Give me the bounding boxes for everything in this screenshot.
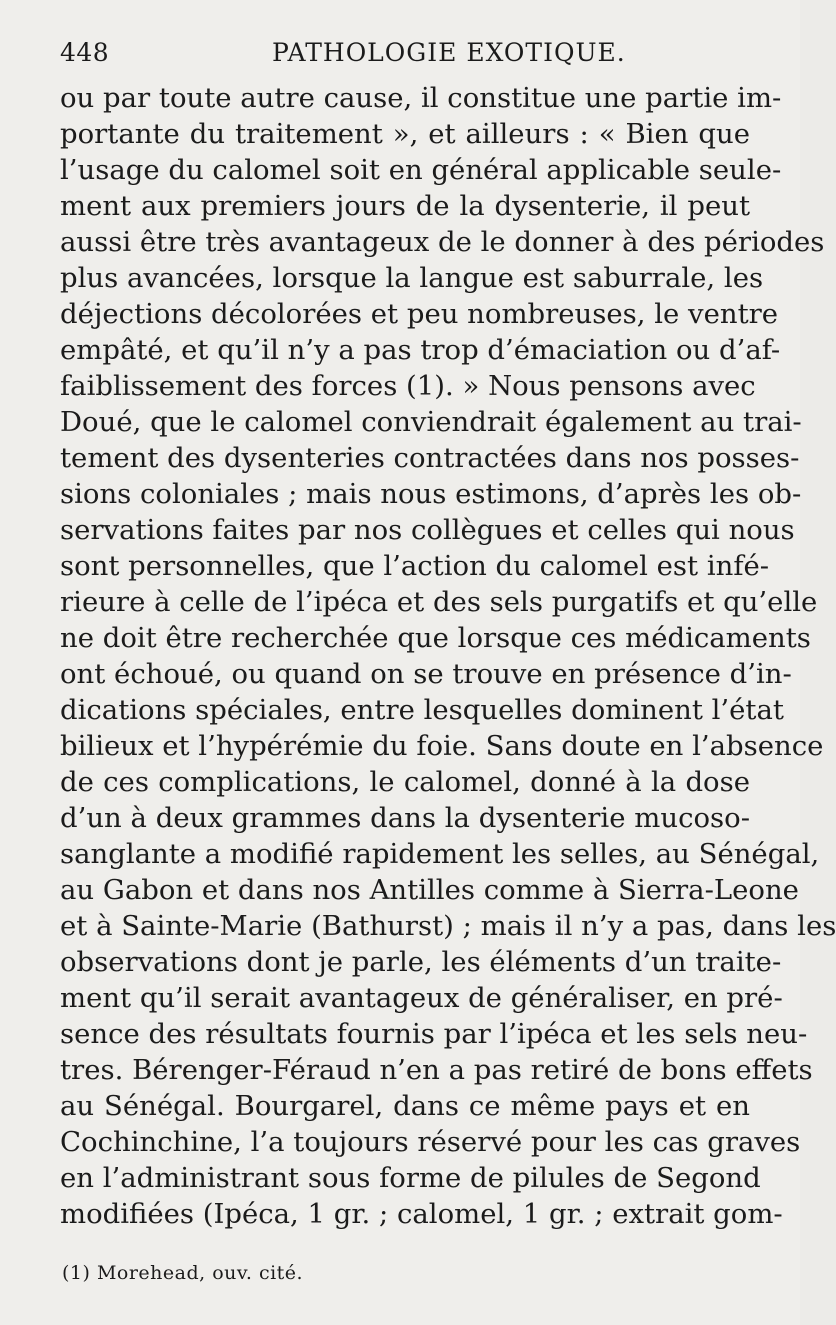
text-line: de ces complications, le calomel, donné à la dose	[60, 766, 750, 798]
text-line: au Sénégal. Bourgarel, dans ce même pays et en	[60, 1090, 750, 1122]
text-line: tement des dysenteries contractées dans nos posses-	[60, 442, 800, 474]
text-line: déjections décolorées et peu nombreuses, le ventre	[60, 298, 779, 330]
text-line: ment qu’il serait avantageux de généraliser, en pré-	[60, 982, 783, 1014]
running-title: PATHOLOGIE EXOTIQUE.	[272, 38, 626, 67]
text-line: tres. Bérenger-Féraud n’en a pas retiré de bons effets	[60, 1054, 813, 1086]
text-line: en l’administrant sous forme de pilules de Segond	[60, 1162, 761, 1194]
text-line: aussi être très avantageux de le donner à des périodes	[60, 226, 825, 258]
text-line: ne doit être recherchée que lorsque ces médicaments	[60, 622, 811, 654]
text-line: ment aux premiers jours de la dysenterie, il peut	[60, 190, 750, 222]
text-line: sanglante a modifié rapidement les selles, au Sénégal,	[60, 838, 820, 870]
text-line: faiblissement des forces (1). » Nous pensons avec	[60, 370, 756, 402]
body-text	[60, 80, 836, 1232]
text-line: servations faites par nos collègues et celles qui nous	[60, 514, 795, 546]
text-line: dications spéciales, entre lesquelles dominent l’état	[60, 694, 784, 726]
footnote: (1) Morehead, ouv. cité.	[62, 1262, 304, 1284]
running-head	[60, 38, 750, 72]
text-line: sence des résultats fournis par l’ipéca et les sels neu-	[60, 1018, 808, 1050]
text-line: ou par toute autre cause, il constitue une partie im-	[60, 82, 782, 114]
page-number: 448	[60, 38, 110, 67]
text-line: et à Sainte-Marie (Bathurst) ; mais il n’y a pas, dans les	[60, 910, 836, 942]
text-line: empâté, et qu’il n’y a pas trop d’émaciation ou d’af-	[60, 334, 781, 366]
text-line: sions coloniales ; mais nous estimons, d’après les ob-	[60, 478, 802, 510]
text-line: d’un à deux grammes dans la dysenterie mucoso-	[60, 802, 750, 834]
text-line: bilieux et l’hypérémie du foie. Sans doute en l’absence	[60, 730, 824, 762]
text-line: modifiées (Ipéca, 1 gr. ; calomel, 1 gr. ; extrait gom-	[60, 1198, 783, 1230]
text-line: ont échoué, ou quand on se trouve en présence d’in-	[60, 658, 792, 690]
text-line: rieure à celle de l’ipéca et des sels purgatifs et qu’elle	[60, 586, 818, 618]
text-line: l’usage du calomel soit en général applicable seule-	[60, 154, 782, 186]
text-line: plus avancées, lorsque la langue est saburrale, les	[60, 262, 764, 294]
text-line: portante du traitement », et ailleurs : « Bien que	[60, 118, 750, 150]
text-line: Cochinchine, l’a toujours réservé pour les cas graves	[60, 1126, 801, 1158]
text-line: au Gabon et dans nos Antilles comme à Sierra-Leone	[60, 874, 799, 906]
text-line: observations dont je parle, les éléments d’un traite-	[60, 946, 782, 978]
text-line: Doué, que le calomel conviendrait également au trai-	[60, 406, 802, 438]
text-line: sont personnelles, que l’action du calomel est infé-	[60, 550, 770, 582]
